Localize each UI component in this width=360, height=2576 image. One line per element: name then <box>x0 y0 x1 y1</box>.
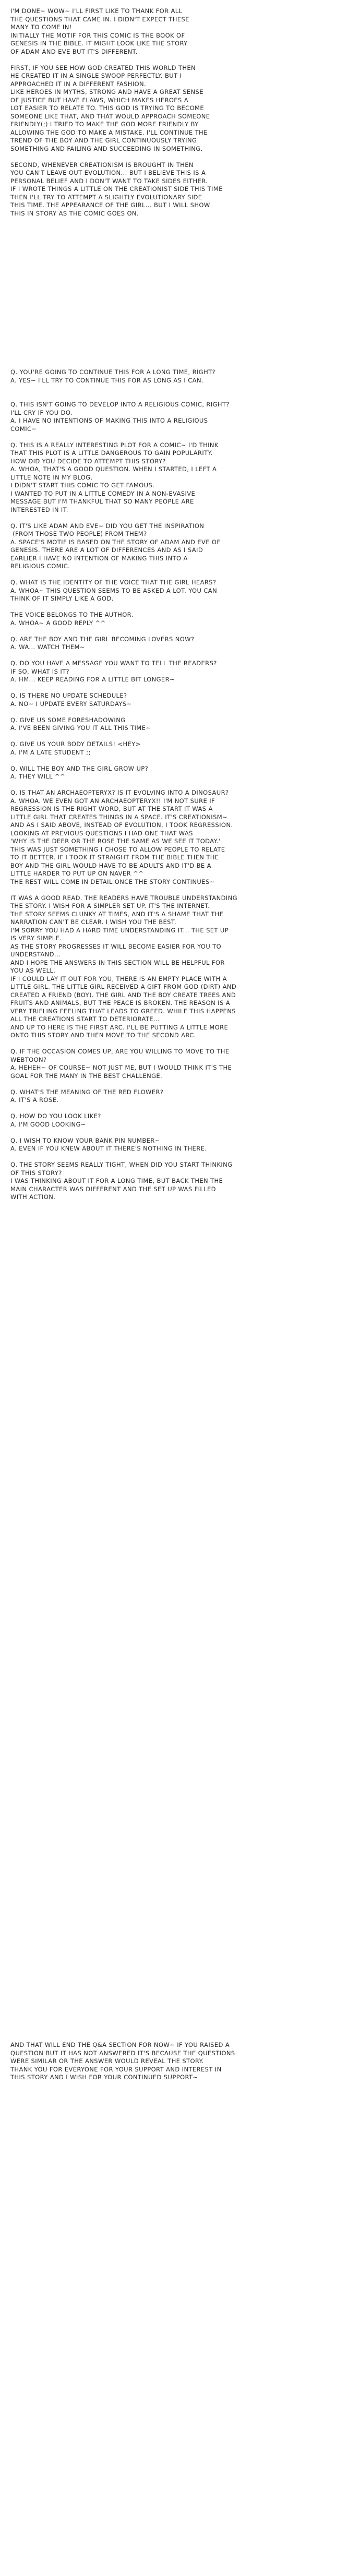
intro-text: I'M DONE~ WOW~ I'LL FIRST LIKE TO THANK FOR ALL THE QUESTIONS THAT CAME IN. I DIDN'T EXPECT THESE MANY TO COME IN! INITIALLY THE MOTIF FOR THIS COMIC IS THE BOOK OF GENESIS IN THE BIBLE. IT MIGHT LOOK LIKE THE STORY OF ADAM AND EVE BUT IT'S DIFFERENT. FIRST, IF YOU SEE HOW GOD CREATED THIS WORLD THEN HE CREATED IT IN A SINGLE SWOOP PERFECTLY. BUT I APPROACHED IT IN A DIFFERENT FASHION. LIKE HEROES IN MYTHS, STRONG AND HAVE A GREAT SENSE OF JUSTICE BUT HAVE FLAWS, WHICH MAKES HEROES A LOT EASIER TO RELATE TO. THIS GOD IS TRYING TO BECOME SOMEONE LIKE THAT, AND THAT WOULD APPROACH SOMEONE FRIENDLY(;) I TRIED TO MAKE THE GOD MORE FRIENDLY BY ALLOWING THE GOD TO MAKE A MISTAKE. I'LL CONTINUE THE TREND OF THE BOY AND THE GIRL CONTINUOUSLY TRYING SOMETHING AND FAILING AND SUCCEEDING IN SOMETHING. SECOND, WHENEVER CREATIONISM IS BROUGHT IN THEN YOU CAN'T LEAVE OUT EVOLUTION... BUT I BELIEVE THIS IS A PERSONAL BELIEF AND I DON'T WANT TO TAKE SIDES EITHER. IF I WROTE THINGS A LITTLE ON THE CREATIONIST SIDE THIS TIME THEN I'LL TRY TO ATTEMPT A SLIGHTLY EVOLUTIONARY SIDE THIS TIME. THE APPEARANCE OF THE GIRL... BUT I WILL SHOW THIS IN STORY AS THE COMIC GOES ON. <box>10 7 223 217</box>
qa-text: Q. YOU'RE GOING TO CONTINUE THIS FOR A LONG TIME, RIGHT? A. YES~ I'LL TRY TO CONTINUE THIS FOR AS LONG AS I CAN. Q. THIS ISN'T GOING TO DEVELOP INTO A RELIGIOUS COMIC, RIGHT? I'LL CRY IF YOU DO. A. I HAVE NO INTENTIONS OF MAKING THIS INTO A RELIGIOUS COMIC~ Q. THIS IS A REALLY INTERESTING PLOT FOR A COMIC~ I'D THINK THAT THIS PLOT IS A LITTLE DANGEROUS TO GAIN POPULARITY. HOW DID YOU DECIDE TO ATTEMPT THIS STORY? A. WHOA, THAT'S A GOOD QUESTION. WHEN I STARTED, I LEFT A LITTLE NOTE IN MY BLOG. I DIDN'T START THIS COMIC TO GET FAMOUS. I WANTED TO PUT IN A LITTLE COMEDY IN A NON-EVASIVE MESSAGE BUT I'M THANKFUL THAT SO MANY PEOPLE ARE INTERESTED IN IT. Q. IT'S LIKE ADAM AND EVE~ DID YOU GET THE INSPIRATION (FROM THOSE TWO PEOPLE) FROM THEM? A. SPACE'S MOTIF IS BASED ON THE STORY OF ADAM AND EVE OF GENESIS. THERE ARE A LOT OF DIFFERENCES AND AS I SAID EARLIER I HAVE NO INTENTION OF MAKING THIS INTO A RELIGIOUS COMIC. Q. WHAT IS THE IDENTITY OF THE VOICE THAT THE GIRL HEARS? A. WHOA~ THIS QUESTION SEEMS TO BE ASKED A LOT. YOU CAN THINK OF IT SIMPLY LIKE A GOD. THE VOICE BELONGS TO THE AUTHOR. A. WHOA~ A GOOD REPLY ^^ Q. ARE THE BOY AND THE GIRL BECOMING LOVERS NOW? A. WA... WATCH THEM~ Q. DO YOU HAVE A MESSAGE YOU WANT TO TELL THE READERS? IF SO, WHAT IS IT? A. HM... KEEP READING FOR A LITTLE BIT LONGER~ Q. IS THERE NO UPDATE SCHEDULE? A. NO~ I UPDATE EVERY SATURDAYS~ Q. GIVE US SOME FORESHADOWING A. I'VE BEEN GIVING YOU IT ALL THIS TIME~ Q. GIVE US YOUR BODY DETAILS! <HEY> A. I'M A LATE STUDENT ;; Q. WILL THE BOY AND THE GIRL GROW UP? A. THEY WILL ^^ Q. IS THAT AN ARCHAEOPTERYX? IS IT EVOLVING INTO A DINOSAUR? A. WHOA. WE EVEN GOT AN ARCHAEOPTERYX!! I'M NOT SURE IF REGRESSION IS THE RIGHT WORD, BUT AT THE START IT WAS A LITTLE GIRL THAT CREATES THINGS IN A SPACE. IT'S CREATIONISM~ AND AS I SAID ABOVE, INSTEAD OF EVOLUTION, I TOOK REGRESSION. LOOKING AT PREVIOUS QUESTIONS I HAD ONE THAT WAS 'WHY IS THE DEER OR THE ROSE THE SAME AS WE SEE IT TODAY.' THIS WAS JUST SOMETHING I CHOSE TO ALLOW PEOPLE TO RELATE TO IT BETTER. IF I TOOK IT STRAIGHT FROM THE BIBLE THEN THE BOY AND THE GIRL WOULD HAVE TO BE ADULTS AND IT'D BE A LITTLE HARDER TO PUT UP ON NAVER ^^ THE REST WILL COME IN DETAIL ONCE THE STORY CONTINUES~ IT WAS A GOOD READ. THE READERS HAVE TROUBLE UNDERSTANDING THE STORY. I WISH FOR A SIMPLER SET UP. IT'S THE INTERNET. THE STORY SEEMS CLUNKY AT TIMES, AND IT'S A SHAME THAT THE NARRATION CAN'T BE CLEAR. I WISH YOU THE BEST. I'M SORRY YOU HAD A HARD TIME UNDERSTANDING IT... THE SET UP IS VERY SIMPLE. AS THE STORY PROGRESSES IT WILL BECOME EASIER FOR YOU TO UNDERSTAND... AND I HOPE THE ANSWERS IN THIS SECTION WILL BE HELPFUL FOR YOU AS WELL. IF I COULD LAY IT OUT FOR YOU, THERE IS AN EMPTY PLACE WITH A LITTLE GIRL. THE LITTLE GIRL RECEIVED A GIFT FROM GOD (DIRT) AND CREATED A FRIEND (BOY). THE GIRL AND THE BOY CREATE TREES AND FRUITS AND ANIMALS, BUT THE PEACE IS BROKEN. THE REASON IS A VERY TRIFLING FEELING THAT LEADS TO GREED. WHILE THIS HAPPENS ALL THE CREATIONS START TO DETERIORATE... AND UP TO HERE IS THE FIRST ARC. I'LL BE PUTTING A LITTLE MORE ONTO THIS STORY AND THEN MOVE TO THE SECOND ARC. Q. IF THE OCCASION COMES UP, ARE YOU WILLING TO MOVE TO THE WEBTOON? A. HEHEH~ OF COURSE~ NOT JUST ME, BUT I WOULD THINK IT'S THE GOAL FOR THE MANY IN THE BEST CHALLENGE. Q. WHAT'S THE MEANING OF THE RED FLOWER? A. IT'S A ROSE. Q. HOW DO YOU LOOK LIKE? A. I'M GOOD LOOKING~ Q. I WISH TO KNOW YOUR BANK PIN NUMBER~ A. EVEN IF YOU KNEW ABOUT IT THERE'S NOTHING IN THERE. Q. THE STORY SEEMS REALLY TIGHT, WHEN DID YOU START THINKING OF THIS STORY? I WAS THINKING ABOUT IT FOR A LONG TIME, BUT BACK THEN THE MAIN CHARACTER WAS DIFFERENT AND THE SET UP WAS FILLED WITH ACTION. <box>10 368 238 1201</box>
closing-text: AND THAT WILL END THE Q&A SECTION FOR NOW~ IF YOU RAISED A QUESTION BUT IT HAS NOT ANSWERED IT'S BECAUSE THE QUESTIONS WERE SIMILAR OR THE ANSWER WOULD REVEAL THE STORY. THANK YOU FOR EVERYONE FOR YOUR SUPPORT AND INTEREST IN THIS STORY AND I WISH FOR YOUR CONTINUED SUPPORT~ <box>10 2041 235 2081</box>
